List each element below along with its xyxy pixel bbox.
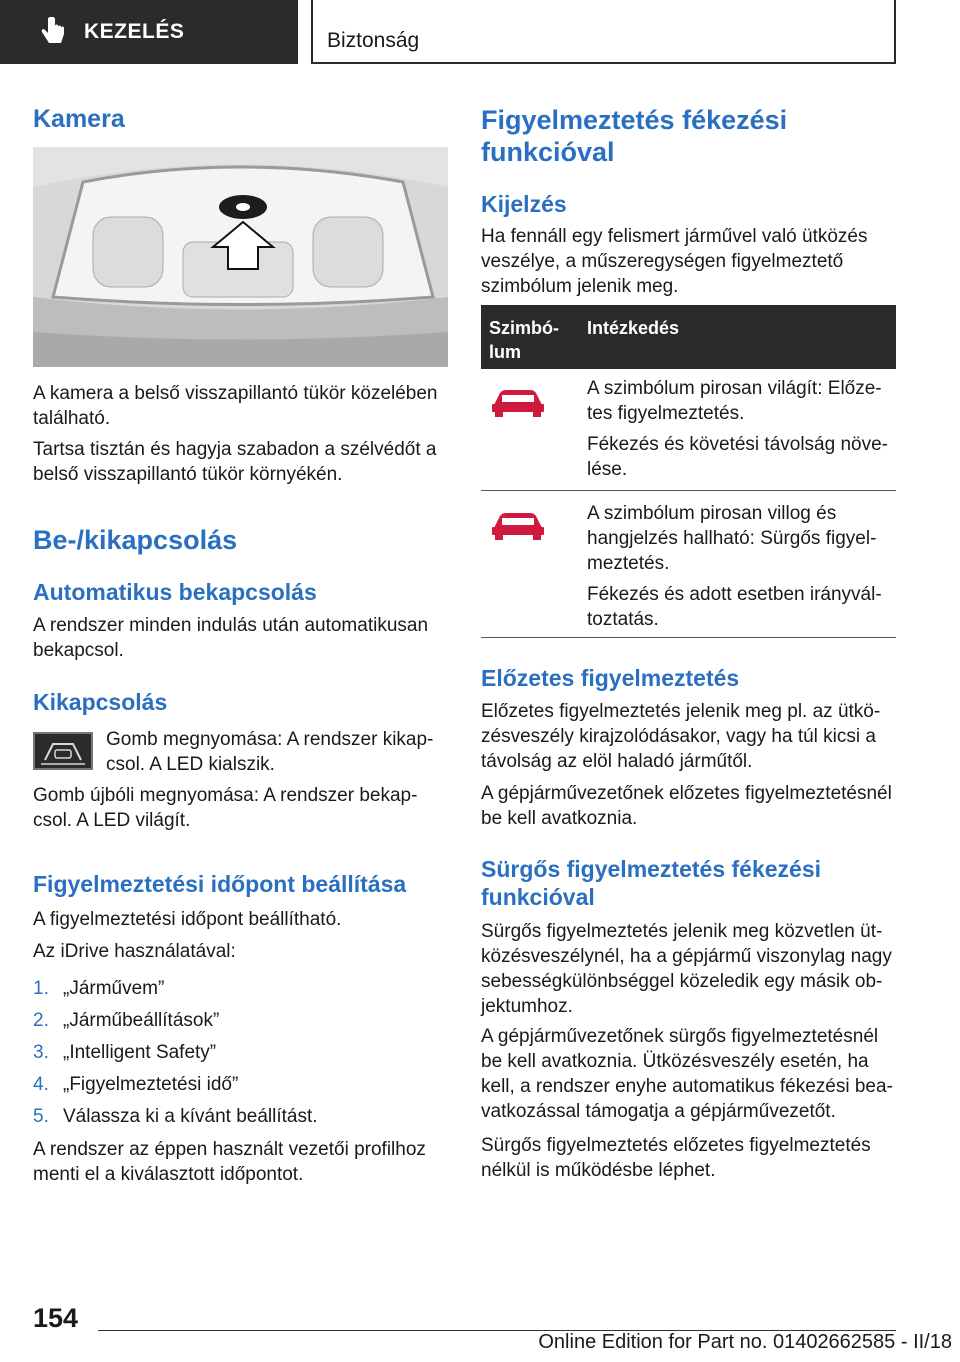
page-number: 154 xyxy=(33,1303,79,1333)
display-heading: Kijelzés xyxy=(481,191,567,217)
section-title: KEZELÉS xyxy=(84,20,185,43)
step-number: 5. xyxy=(33,1106,49,1127)
off-heading: Kikapcsolás xyxy=(33,689,168,715)
onoff-heading: Be-/kikapcsolás xyxy=(33,525,238,555)
urgent-warning-text-3: Sürgős figyelmeztetés előzetes figyelmeztetés nélkül is működésbe léphet. xyxy=(481,1135,871,1181)
step-text: Válassza ki a kívánt beállítást. xyxy=(63,1106,318,1127)
collision-warning-button-image xyxy=(33,732,93,770)
display-text: Ha fennáll egy felismert járművel való ütközés veszélye, a műszeregységen figyelmeztető szimbólum jelenik meg. xyxy=(481,226,868,297)
camera-text-1: A kamera a belső visszapillantó tükör közelében található. xyxy=(33,383,438,429)
urgent-warning-text-2: A gépjárművezetőnek sürgős figyelmeztetésnél be kell avatkoznia. Ütközésveszély esetén, ha kell, a rendszer enyhe automatikus fékezési beavatkozással támogatja a gépjárművezetőt. xyxy=(481,1026,893,1122)
table-divider xyxy=(481,490,896,491)
step-text: „Járművem” xyxy=(63,978,165,999)
camera-heading: Kamera xyxy=(33,105,125,133)
warning-time-text-1: A figyelmeztetési időpont beállítható. xyxy=(33,909,342,930)
topic-header xyxy=(311,0,896,64)
hand-pointer-icon xyxy=(36,14,72,50)
off-text-1: Gomb megnyomása: A rendszer kikapcsol. A LED kialszik. xyxy=(106,729,434,775)
pre-warning-text-2: A gépjárművezetőnek előzetes figyelmeztetésnél be kell avatkoznia. xyxy=(481,783,892,829)
warning-time-heading: Figyelmeztetési időpont beállítása xyxy=(33,871,407,897)
auto-on-heading: Automatikus bekapcsolás xyxy=(33,579,317,605)
pre-warning-heading: Előzetes figyelmeztetés xyxy=(481,665,740,691)
section-tab xyxy=(0,0,298,64)
symbol-table-header xyxy=(481,305,896,369)
urgent-warning-heading: Sürgős figyelmeztetés fékezési funkcióval xyxy=(481,856,822,910)
step-text: „Figyelmeztetési idő” xyxy=(63,1074,239,1095)
warning-time-text-3: A rendszer az éppen használt vezetői profilhoz menti el a kiválasztott időpontot. xyxy=(33,1139,426,1185)
red-car-warning-icon xyxy=(490,506,546,546)
step-text: „Intelligent Safety” xyxy=(63,1042,217,1063)
topic-title: Biztonság xyxy=(327,29,420,52)
row2-text-2: Fékezés és adott esetben irányváltoztatás. xyxy=(587,584,882,630)
camera-text-2: Tartsa tisztán és hagyja szabadon a szélvédőt a belső visszapillantó tükör környékén. xyxy=(33,439,437,485)
collision-warning-heading: Figyelmeztetés fékezési funkcióval xyxy=(481,105,788,167)
step-text: „Járműbeállítások” xyxy=(63,1010,220,1031)
table-divider xyxy=(481,637,896,638)
auto-on-text: A rendszer minden indulás után automatikusan bekapcsol. xyxy=(33,615,429,661)
row1-text-2: Fékezés és követési távolság növelése. xyxy=(587,434,888,480)
pre-warning-text-1: Előzetes figyelmeztetés jelenik meg pl. az ütközésveszély kirajzolódásakor, vagy ha túl kicsi a távolság az elöl haladó járműtől. xyxy=(481,701,881,772)
col-symbol-header: Szimbólum xyxy=(489,318,560,362)
red-car-warning-icon xyxy=(490,383,546,423)
footer-edition: Online Edition for Part no. 01402662585 - II/18 xyxy=(538,1331,952,1353)
step-number: 2. xyxy=(33,1010,49,1031)
step-number: 1. xyxy=(33,978,49,999)
urgent-warning-text-1: Sürgős figyelmeztetés jelenik meg közvetlen ütközésveszélynél, ha a gépjármű viszonylag nagy sebességkülönbséggel közeledik egy másik objektumhoz. xyxy=(481,921,892,1017)
step-number: 3. xyxy=(33,1042,49,1063)
row1-text-1: A szimbólum pirosan világít: Előzetes figyelmeztetés. xyxy=(587,378,882,424)
warning-time-text-2: Az iDrive használatával: xyxy=(33,941,236,962)
col-action-header: Intézkedés xyxy=(587,318,680,338)
camera-figure xyxy=(33,147,448,367)
step-number: 4. xyxy=(33,1074,49,1095)
row2-text-1: A szimbólum pirosan villog és hangjelzés hallható: Sürgős figyelmeztetés. xyxy=(587,503,877,574)
off-text-2: Gomb újbóli megnyomása: A rendszer bekapcsol. A LED világít. xyxy=(33,785,418,831)
